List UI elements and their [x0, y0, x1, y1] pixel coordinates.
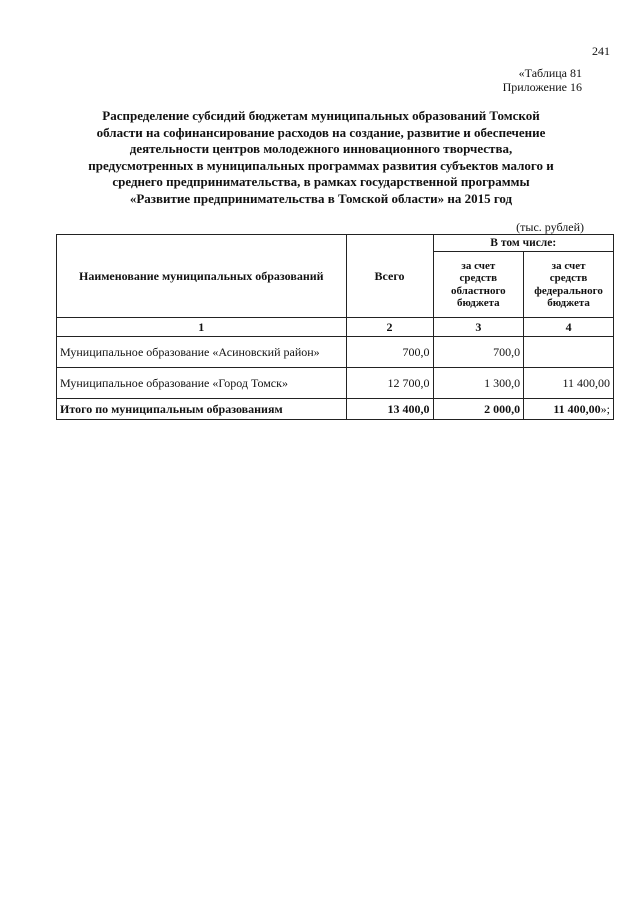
total-federal [524, 399, 614, 420]
column-number: 1 [57, 318, 347, 337]
title-line: предусмотренных в муниципальных программах развития субъектов малого и [88, 157, 554, 173]
total-federal-value: 11 400,00 [553, 401, 601, 416]
title-line: области на софинансирование расходов на создание, развитие и обеспечение [96, 124, 546, 140]
header-name: Наименование муниципальных образований [57, 235, 347, 318]
row-federal: 11 400,00 [524, 368, 614, 399]
header-in-total: В том числе: [433, 235, 614, 252]
title-line: среднего предпринимательства, в рамках государственной программы [112, 174, 530, 189]
row-federal [524, 337, 614, 368]
table-row [57, 337, 614, 368]
column-numbers-row [57, 318, 614, 337]
subsidy-table [56, 234, 614, 420]
column-number: 2 [346, 318, 433, 337]
appendix-label: Приложение 16 [502, 80, 582, 94]
total-row [57, 399, 614, 420]
row-name: Муниципальное образование «Город Томск» [57, 368, 347, 399]
total-total: 13 400,0 [346, 399, 433, 420]
units-label: (тыс. рублей) [516, 220, 584, 234]
header-regional: за счет средств областного бюджета [433, 252, 524, 318]
total-regional: 2 000,0 [433, 399, 524, 420]
header-total: Всего [346, 235, 433, 318]
page-number: 241 [592, 44, 610, 58]
table-row [57, 368, 614, 399]
title-line: деятельности центров молодежного инновационного творчества, [129, 141, 513, 156]
column-number: 3 [433, 318, 524, 337]
title-line: Распределение субсидий бюджетам муниципальных образований Томской [102, 108, 540, 123]
row-total: 700,0 [346, 337, 433, 368]
table-ref-label: «Таблица 81 [518, 66, 582, 80]
row-total: 12 700,0 [346, 368, 433, 399]
row-regional: 700,0 [433, 337, 524, 368]
title-line: «Развитие предпринимательства в Томской области» на 2015 год [129, 190, 513, 206]
column-number: 4 [524, 318, 614, 337]
total-name: Итого по муниципальным образованиям [57, 399, 347, 420]
table-reference [503, 66, 582, 94]
header-federal: за счет средств федерального бюджета [524, 252, 614, 318]
closing-quote: »; [600, 401, 610, 416]
row-name: Муниципальное образование «Асиновский район» [57, 337, 347, 368]
row-regional: 1 300,0 [433, 368, 524, 399]
document-title [56, 108, 586, 207]
